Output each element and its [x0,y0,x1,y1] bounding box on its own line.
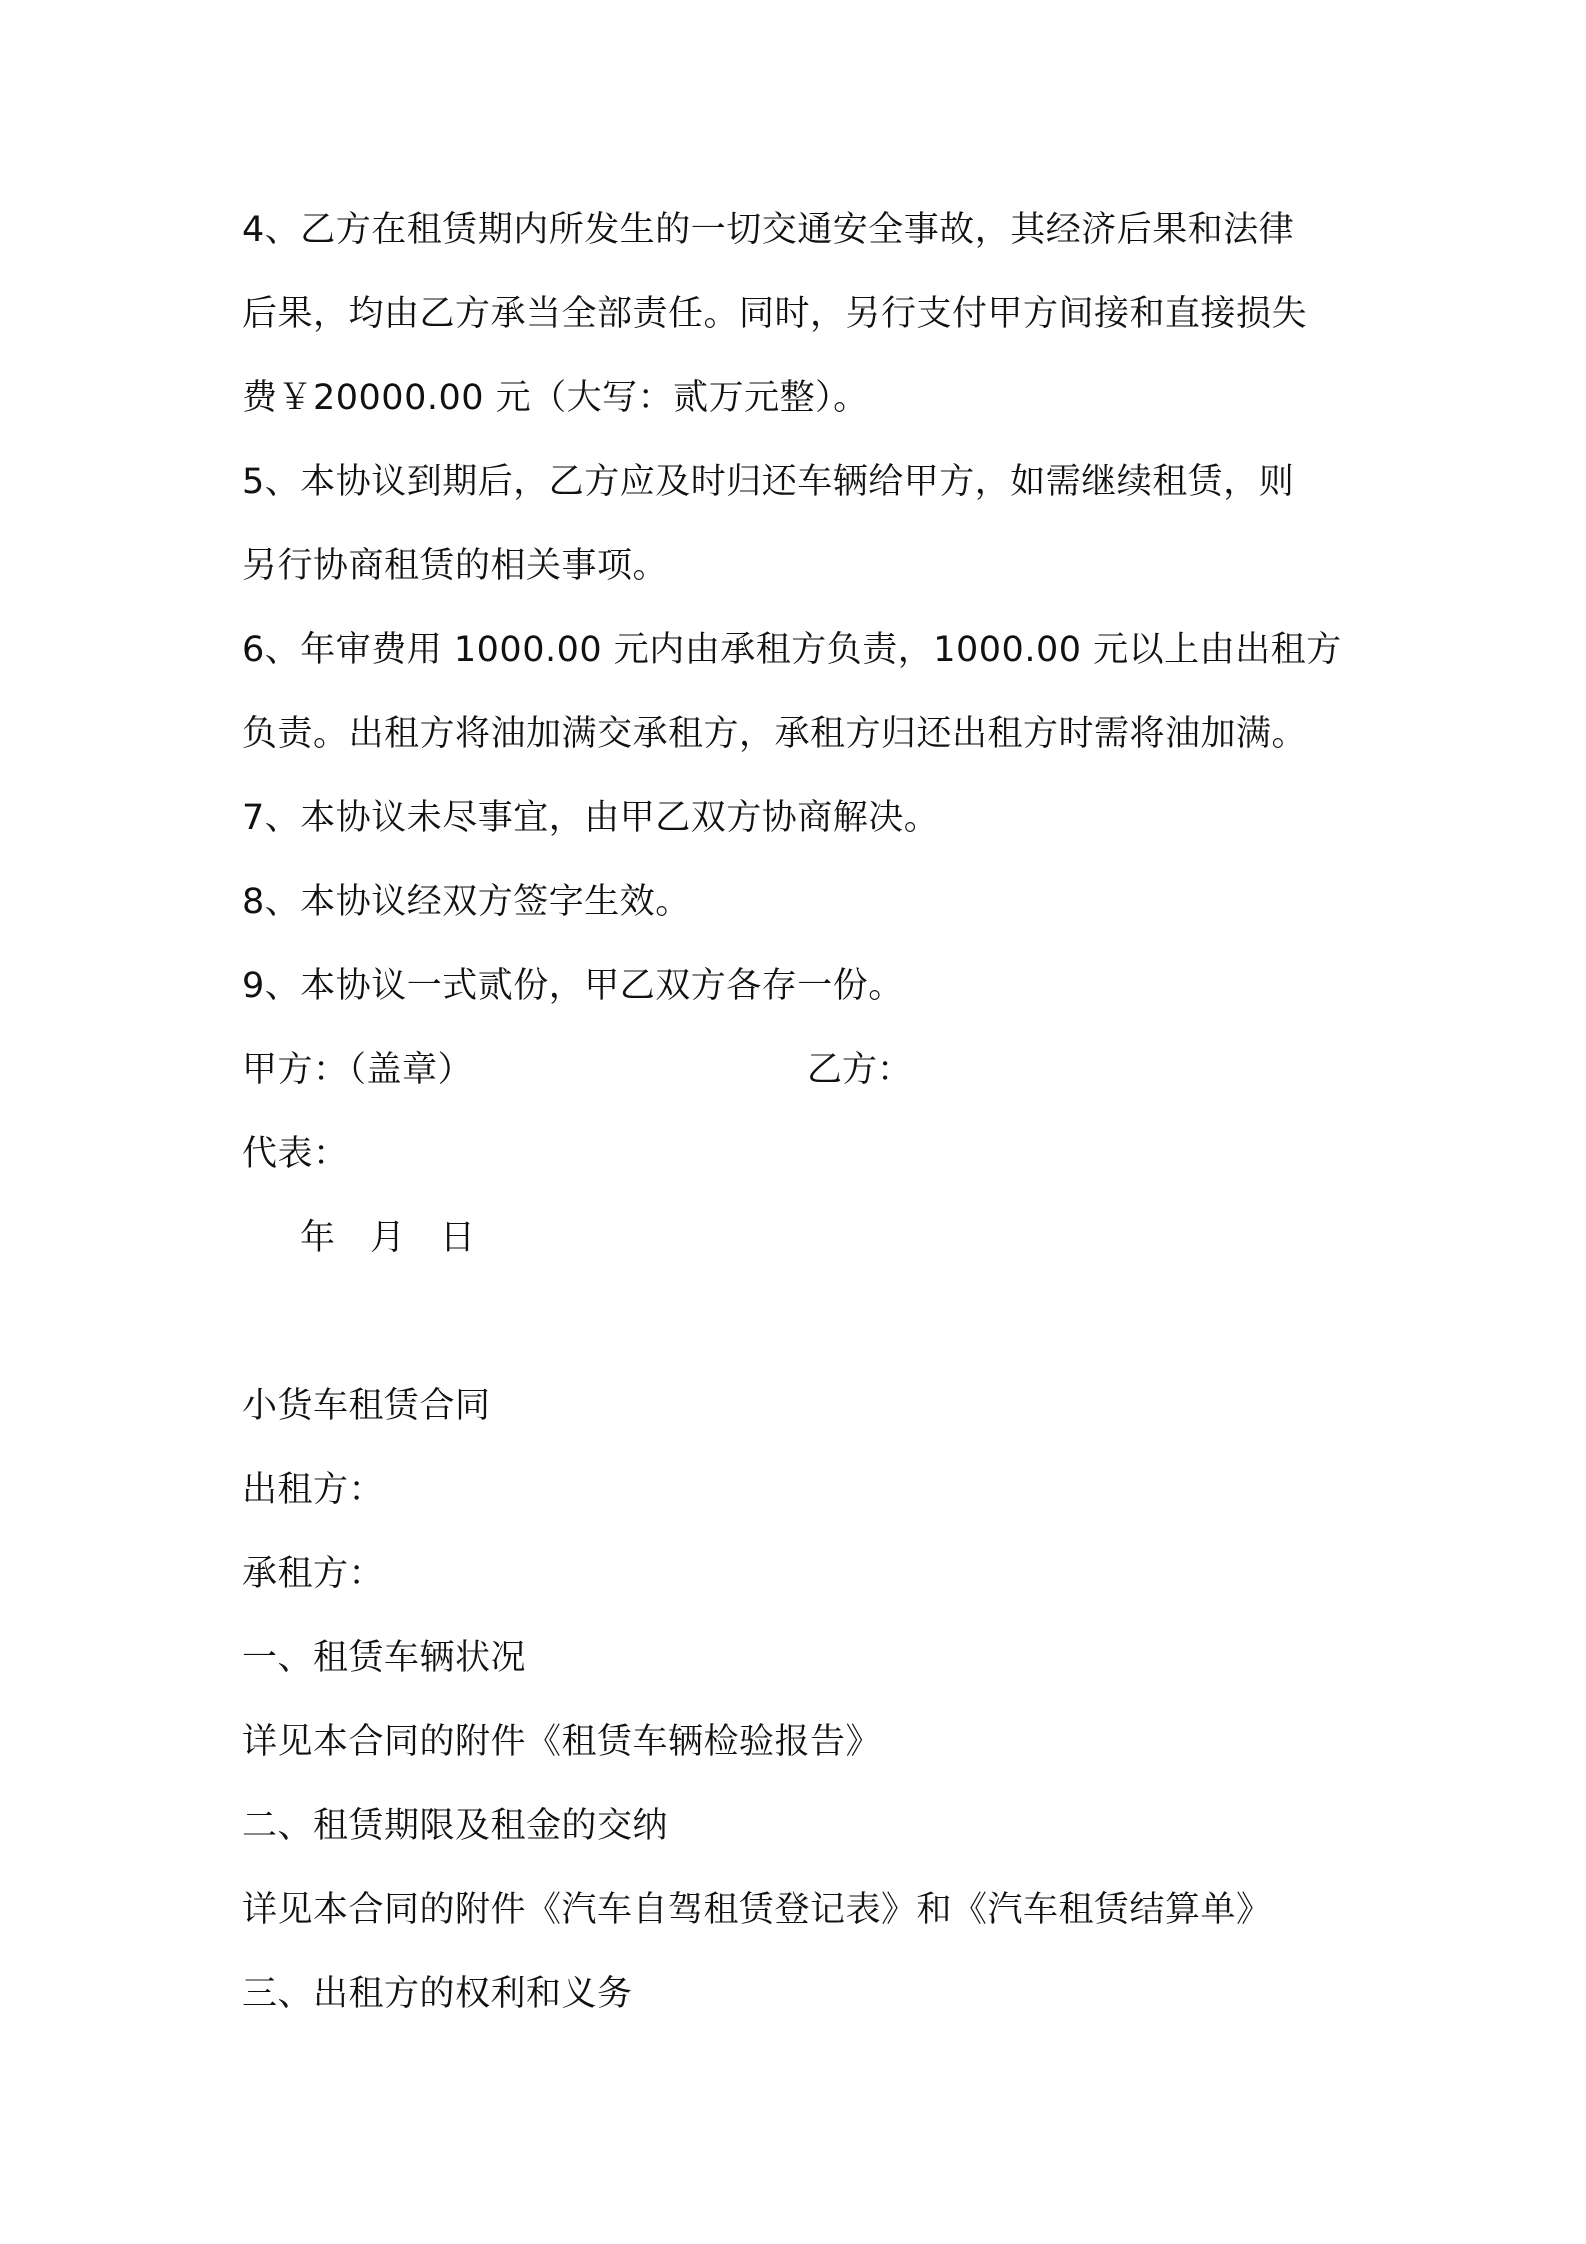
section-1-body: 详见本合同的附件《租赁车辆检验报告》 [242,1722,882,1762]
clause-5-line-1: 5、本协议到期后，乙方应及时归还车辆给甲方，如需继续租赁，则 [242,462,1295,502]
clause-7: 7、本协议未尽事宜，由甲乙双方协商解决。 [242,798,940,838]
section-2-heading: 二、租赁期限及租金的交纳 [242,1806,669,1846]
party-b-signature-label: 乙方： [807,1050,913,1090]
clause-6-line-1: 6、年审费用 1000.00 元内由承租方负责，1000.00 元以上由出租方 [242,630,1342,670]
party-a-signature-label: 甲方：（盖章） [242,1050,474,1090]
representative-label: 代表： [242,1134,349,1174]
lessor-label: 出租方： [242,1470,385,1510]
section-1-heading: 一、租赁车辆状况 [242,1638,527,1678]
clause-8: 8、本协议经双方签字生效。 [242,882,691,922]
clause-4-line-1: 4、乙方在租赁期内所发生的一切交通安全事故，其经济后果和法律 [242,210,1295,250]
clause-6-line-2: 负责。出租方将油加满交承租方，承租方归还出租方时需将油加满。 [242,714,1308,754]
clause-4-line-2: 后果，均由乙方承当全部责任。同时，另行支付甲方间接和直接损失 [242,294,1308,334]
section-2-body: 详见本合同的附件《汽车自驾租赁登记表》和《汽车租赁结算单》 [242,1890,1272,1930]
section-3-heading: 三、出租方的权利和义务 [242,1974,633,2014]
clause-9: 9、本协议一式贰份，甲乙双方各存一份。 [242,966,904,1006]
clause-5-line-2: 另行协商租赁的相关事项。 [242,546,669,586]
lessee-label: 承租方： [242,1554,385,1594]
clause-4-line-3: 费￥20000.00 元（大写：贰万元整）。 [242,378,869,418]
contract-title: 小货车租赁合同 [242,1386,491,1426]
signature-date: 年 月 日 [300,1218,476,1258]
